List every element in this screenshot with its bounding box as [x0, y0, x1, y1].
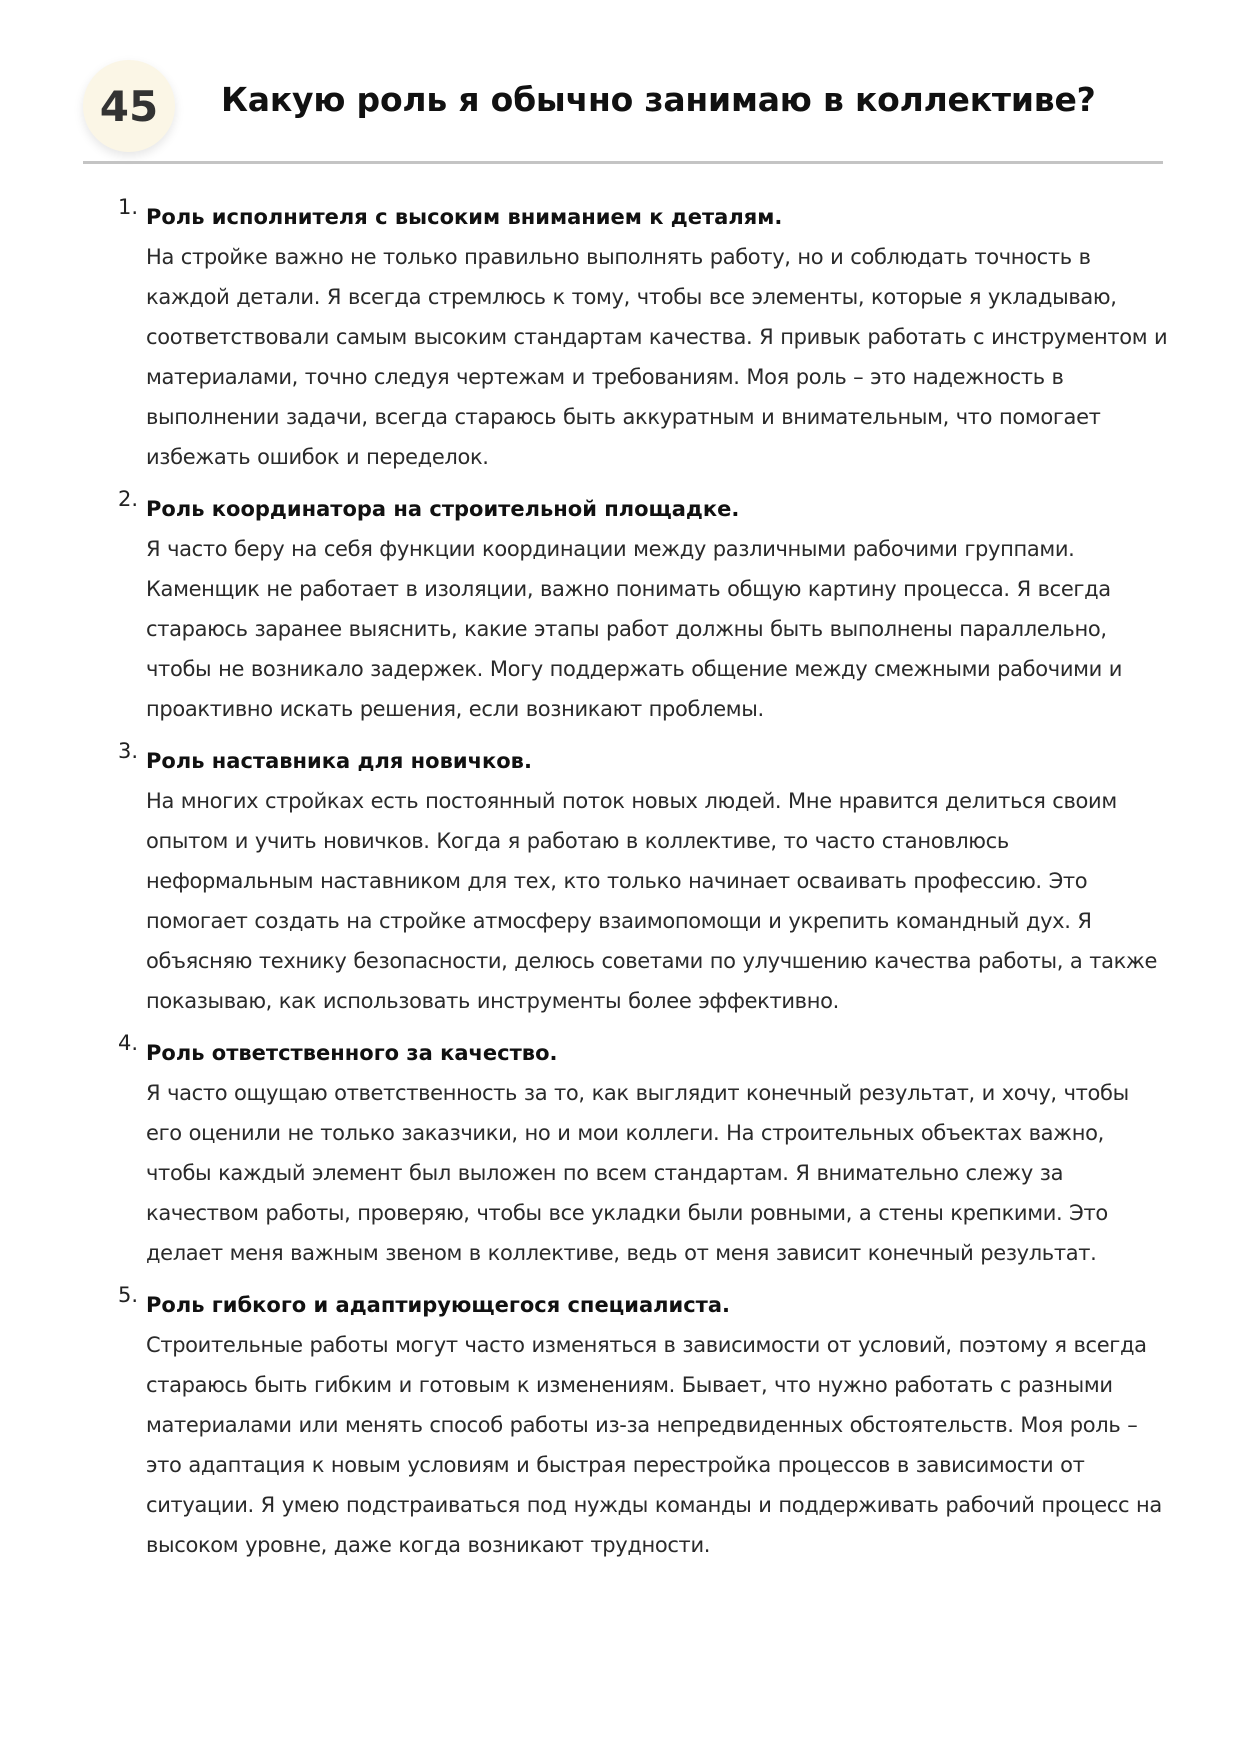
page-header: [83, 52, 1163, 162]
item-number: 5.: [118, 1283, 139, 1307]
item-number: 4.: [118, 1031, 139, 1055]
item-number: 1.: [118, 195, 139, 219]
item-text: На многих стройках есть постоянный поток новых людей. Мне нравится делиться своим опытом и учить новичков. Когда я работаю в коллективе, то часто становлюсь неформальным наставником для тех, кто только начинает осваивать профессию. Это помогает создать на стройке атмосферу взаимопомощи и укрепить командный дух. Я объясняю технику безопасности, делюсь советами по улучшению качества работы, а также показываю, как использовать инструменты более эффективно.: [146, 789, 1158, 1013]
item-text: Я часто ощущаю ответственность за то, как выглядит конечный результат, и хочу, чтобы его оценили не только заказчики, но и мои коллеги. На строительных объектах важно, чтобы каждый элемент был выложен по всем стандартам. Я внимательно слежу за качеством работы, проверяю, чтобы все укладки были ровными, а стены крепкими. Это делает меня важным звеном в коллективе, ведь от меня зависит конечный результат.: [146, 1081, 1129, 1265]
item-number: 2.: [118, 487, 139, 511]
item-text: Строительные работы могут часто изменяться в зависимости от условий, поэтому я всегда стараюсь быть гибким и готовым к изменениям. Бывает, что нужно работать с разными материалами или менять способ работы из-за непредвиденных обстоятельств. Моя роль – это адаптация к новым условиям и быстрая перестройка процессов в зависимости от ситуации. Я умею подстраиваться под нужды команды и поддерживать рабочий процесс на высоком уровне, даже когда возникают трудности.: [146, 1333, 1162, 1557]
list-item: [118, 741, 1168, 1021]
item-text: На стройке важно не только правильно выполнять работу, но и соблюдать точность в каждой детали. Я всегда стремлюсь к тому, чтобы все элементы, которые я укладываю, соответствовали самым высоким стандартам качества. Я привык работать с инструментом и материалами, точно следуя чертежам и требованиям. Моя роль – это надежность в выполнении задачи, всегда стараюсь быть аккуратным и внимательным, что помогает избежать ошибок и переделок.: [146, 245, 1168, 469]
item-title: Роль наставника для новичков.: [146, 749, 532, 773]
list-item: [118, 197, 1168, 477]
list-item: [118, 1033, 1168, 1273]
item-title: Роль исполнителя с высоким вниманием к деталям.: [146, 205, 783, 229]
header-divider: [83, 161, 1163, 164]
roles-list: [118, 195, 1168, 1587]
item-title: Роль координатора на строительной площадке.: [146, 497, 740, 521]
item-title: Роль ответственного за качество.: [146, 1041, 558, 1065]
page-title: Какую роль я обычно занимаю в коллективе?: [221, 80, 1096, 119]
item-title: Роль гибкого и адаптирующегося специалиста.: [146, 1293, 731, 1317]
item-number: 3.: [118, 739, 139, 763]
item-text: Я часто беру на себя функции координации между различными рабочими группами. Каменщик не работает в изоляции, важно понимать общую картину процесса. Я всегда стараюсь заранее выяснить, какие этапы работ должны быть выполнены параллельно, чтобы не возникало задержек. Могу поддержать общение между смежными рабочими и проактивно искать решения, если возникают проблемы.: [146, 537, 1123, 721]
page-number-badge: 45: [83, 60, 175, 152]
list-item: [118, 1285, 1168, 1565]
list-item: [118, 489, 1168, 729]
